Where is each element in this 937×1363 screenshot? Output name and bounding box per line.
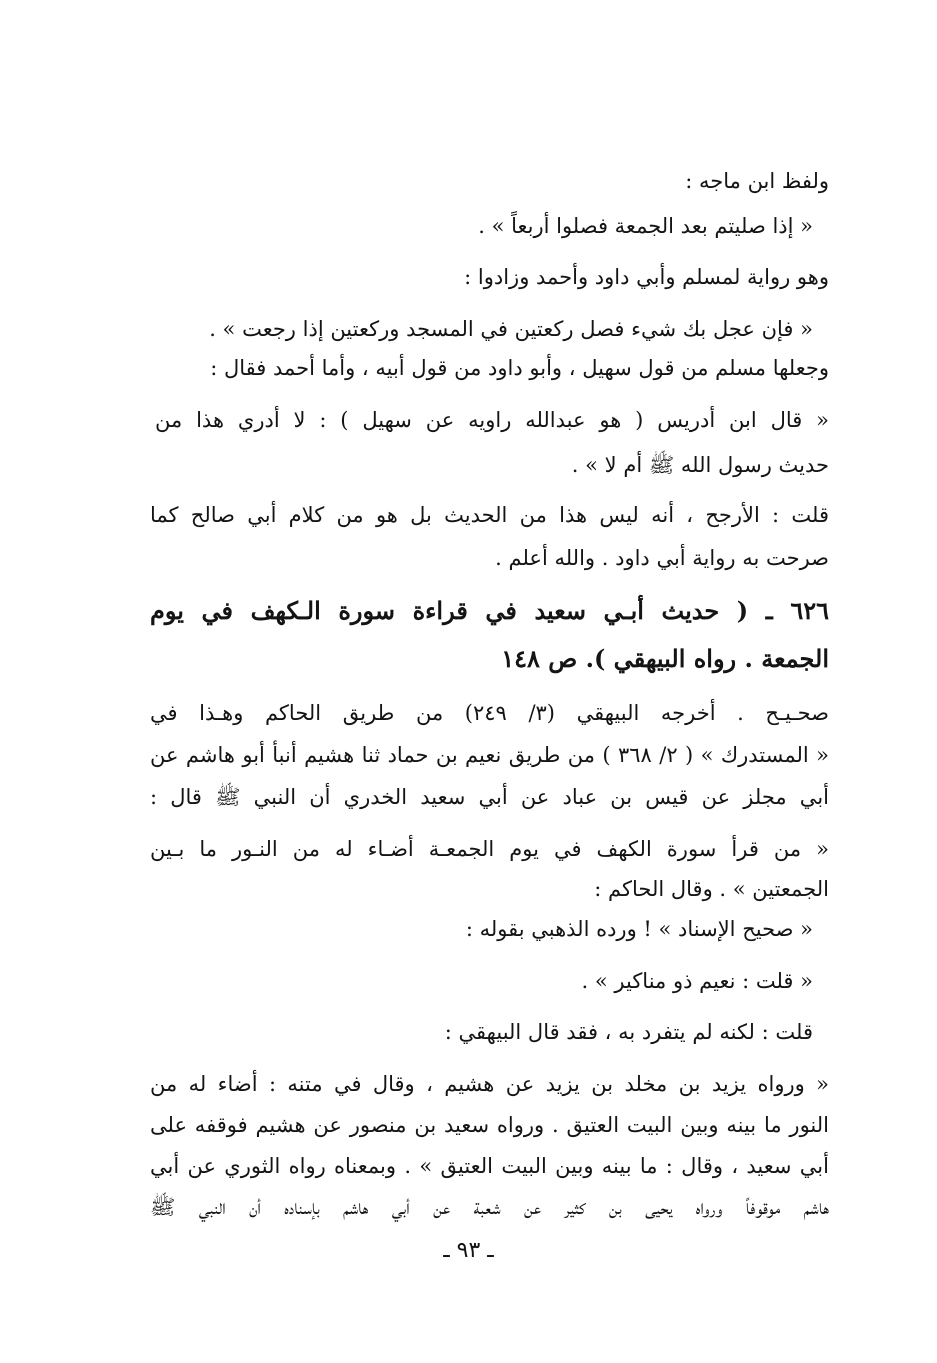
quote-line: « صحيح الإسناد » ! ورده الذهبي بقوله : bbox=[465, 917, 813, 941]
quote-line: حديث رسول الله ﷺ أم لا » . bbox=[571, 453, 829, 477]
page-number: ـ ٩٣ ـ bbox=[443, 1238, 494, 1263]
quote-line: « ورواه يزيد بن مخلد بن يزيد عن هشيم ، وقال في متنه : أضاء له من bbox=[150, 1072, 829, 1096]
text-line: وهو رواية لمسلم وأبي داود وأحمد وزادوا : bbox=[464, 265, 829, 289]
hadith-heading: الجمعة . رواه البيهقي ). ص ١٤٨ bbox=[501, 644, 829, 673]
text-line: الجمعتين » . وقال الحاكم : bbox=[594, 877, 829, 901]
text-line: قلت : الأرجح ، أنه ليس هذا من الحديث بل هو من كلام أبي صالح كما bbox=[150, 503, 829, 527]
text-line: « المستدرك » ( ٢/ ٣٦٨ ) من طريق نعيم بن حماد ثنا هشيم أنبأ أبو هاشم عن bbox=[150, 743, 829, 767]
hadith-heading: ٦٢٦ ـ ( حديث أبـي سعيد في قراءة سورة الـكهف في يوم bbox=[150, 596, 829, 625]
quote-line: أبي سعيد ، وقال : ما بينه وبين البيت العتيق » . وبمعناه رواه الثوري عن أبي bbox=[150, 1154, 829, 1178]
text-line: صحـيـح . أخرجه البيهقي (٣/ ٢٤٩) من طريق الحاكم وهـذا في bbox=[150, 701, 829, 725]
quote-line: النور ما بينه وبين البيت العتيق . ورواه سعيد بن منصور عن هشيم فوقفه على bbox=[150, 1113, 829, 1137]
text-line: صرحت به رواية أبي داود . والله أعلم . bbox=[495, 546, 829, 570]
quote-line: « قال ابن أدريس ( هو عبدالله راويه عن سهيل ) : لا أدري هذا من bbox=[155, 408, 829, 432]
text-line: قلت : لكنه لم يتفرد به ، فقد قال البيهقي : bbox=[444, 1020, 813, 1044]
text-line: أبي مجلز عن قيس بن عباد عن أبي سعيد الخدري أن النبي ﷺ قال : bbox=[150, 785, 829, 809]
quote-line: « إذا صليتم بعد الجمعة فصلوا أربعاً » . bbox=[478, 214, 813, 238]
quote-line: « فإن عجل بك شيء فصل ركعتين في المسجد وركعتين إذا رجعت » . bbox=[209, 317, 813, 341]
quote-line: « من قرأ سورة الكهف في يوم الجمعـة أضـاء له من النـور ما بـين bbox=[150, 837, 829, 861]
text-line: وجعلها مسلم من قول سهيل ، وأبو داود من قول أبيه ، وأما أحمد فقال : bbox=[210, 356, 829, 380]
quote-line: « قلت : نعيم ذو مناكير » . bbox=[581, 969, 813, 993]
text-line: ولفظ ابن ماجه : bbox=[685, 169, 829, 193]
quote-line: هاشم موقوفاً ورواه يحيى بن كثير عن شعبة عن أبي هاشم بإسناده أن النبي ﷺ bbox=[150, 1195, 829, 1219]
